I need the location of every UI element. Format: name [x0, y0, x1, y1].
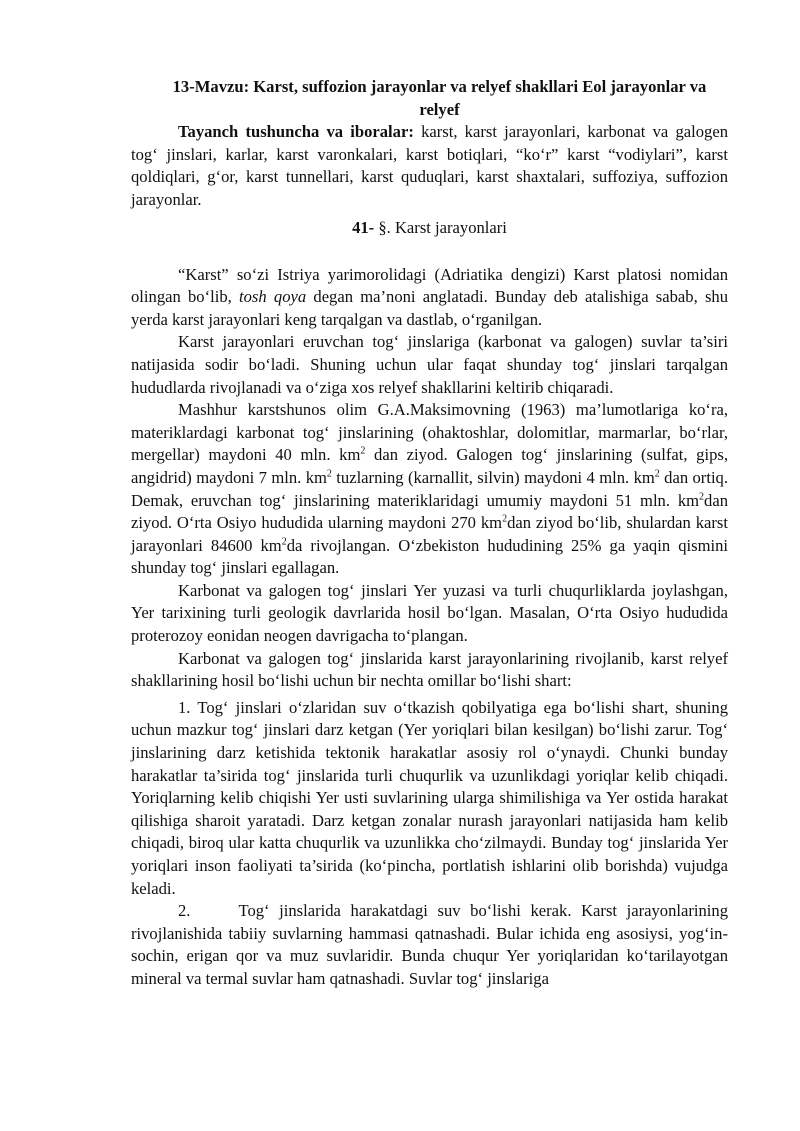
section-heading [131, 216, 728, 240]
section-number: 41- [352, 217, 375, 237]
paragraph-maksimov [131, 399, 728, 580]
keywords-text: karst, karst jarayonlari, karbonat va galogen tog‘ jinslari, karlar, karst varonkalari, karst botiqlari, “ko‘r” karst “vodiylari”, karst qoldiqlari, g‘or, karst tunnellari, karst quduqlari, karst shaxtalari, suffoziya, suffozion jarayonlar. [131, 122, 729, 209]
emphasis-text: tosh qoya [239, 287, 307, 307]
superscript: 2 [502, 513, 508, 525]
paragraph-karst-origin [131, 264, 728, 332]
paragraph-text: dan ziyod. O‘rta Osiyo hududida ularning maydoni 270 km [131, 490, 728, 533]
list-item-text: Tog‘ jinslarida harakatdagi suv bo‘lishi kerak. Karst jarayonlarining rivojlanishida tabiiy suvlarning hammasi qatnashadi. Bular ichida eng asosiysi, yog‘in-sochin, erigan qor va muz suvlaridir. Bunda chuqur Yer yoriqlaridan ko‘tarilayotgan mineral va termal suvlar ham qatnashadi. Suvlar tog‘ jinslariga [131, 901, 728, 988]
superscript: 2 [654, 468, 660, 480]
keywords-label: Tayanch tushuncha va iboralar: [178, 122, 414, 142]
paragraph-text: dan ziyod. Galogen tog‘ jinslarining (sulfat, gips, angidrid) maydoni 7 mln. km [131, 445, 728, 487]
superscript: 2 [360, 445, 366, 457]
document-page [131, 76, 728, 991]
superscript: 2 [281, 536, 287, 548]
paragraph-text: dan ziyod bo‘lib, shulardan karst jarayonlari 84600 km [131, 513, 728, 555]
paragraph-text: “Karst” so‘zi Istriya yarimorolidagi (Adriatika dengizi) Karst platosi nomidan olingan bo‘lib, [131, 264, 728, 307]
paragraph-rock-distribution: Karbonat va galogen tog‘ jinslari Yer yuzasi va turli chuqurliklarda joylashgan, Yer tarixining turli geologik davrlarida hosil bo‘lgan. Masalan, O‘rta Osiyo hududida proterozoy eonidan neogen davrigacha to‘plangan. [131, 580, 728, 646]
list-item-2 [131, 900, 728, 990]
paragraph-conditions: Karbonat va galogen tog‘ jinslarida karst jarayonlarining rivojlanib, karst relyef shakllarining hosil bo‘lishi uchun bir nechta omillar bo‘lishi shart: [131, 648, 728, 691]
section-title: §. Karst jarayonlari [374, 217, 507, 237]
keywords-paragraph [131, 121, 728, 211]
paragraph-text: dan ortiq. Demak, eruvchan tog‘ jinslarining materiklaridagi umumiy maydoni 51 mln. km [131, 467, 728, 510]
superscript: 2 [699, 490, 705, 502]
list-item-number: 2. [178, 901, 191, 921]
list-item-1: 1. Tog‘ jinslari o‘zlaridan suv o‘tkazish qobilyatiga ega bo‘lishi shart, shuning uchun mazkur tog‘ jinslari darz ketgan (Yer yoriqlari bilan kesilgan) bo‘lishi zarur. Tog‘ jinslarining darz ketishida tektonik harakatlar asosiy rol o‘ynaydi. Chunki bunday harakatlar ta’sirida tog‘ jinslarida turli chuqurlik va uzunlikdagi yoriqlar kelib chiqadi. Yoriqlarning kelib chiqishi Yer usti suvlarining ularga shimilishiga va Yer ostida harakat qilishiga sharoit yaratadi. Darz ketgan zonalar nurash jarayonlari natijasida ham kelib chiqadi, biroq ular katta chuqurlik va uzunlikka cho‘zilmaydi. Bunday tog‘ jinslarida Yer yoriqlari inson faoliyati ta’sirida (ko‘pincha, portlatish ishlarini olib borishda) vujudga keladi. [131, 697, 728, 898]
paragraph-text: tuzlarning (karnallit, silvin) maydoni 4 mln. km [331, 467, 655, 487]
paragraph-karst-processes: Karst jarayonlari eruvchan tog‘ jinslariga (karbonat va galogen) suvlar ta’siri natijasida sodir bo‘ladi. Shuning uchun ular faqat shunday tog‘ jinslari tarqalgan hududlarda rivojlanadi va o‘ziga xos relyef shakllarini keltirib chiqaradi. [131, 332, 728, 397]
page-title: 13-Mavzu: Karst, suffozion jarayonlar va relyef shakllari Eol jarayonlar va relyef [172, 77, 707, 119]
paragraph-text: degan ma’noni anglatadi. Bunday deb atalishiga sabab, shu yerda karst jarayonlari keng tarqalgan va dastlab, o‘rganilgan. [131, 287, 728, 329]
paragraph-text: Mashhur karstshunos olim G.A.Maksimovning (1963) ma’lumotlariga ko‘ra, materiklardagi karbonat tog‘ jinslarining (ohaktoshlar, dolomitlar, marmarlar, bo‘rlar, mergellar) maydoni 40 mln. km [131, 400, 728, 465]
paragraph-text: da rivojlangan. O‘zbekiston hududining 25% ga yaqin qismini shunday tog‘ jinslari egallagan. [131, 535, 728, 578]
superscript: 2 [326, 468, 332, 480]
